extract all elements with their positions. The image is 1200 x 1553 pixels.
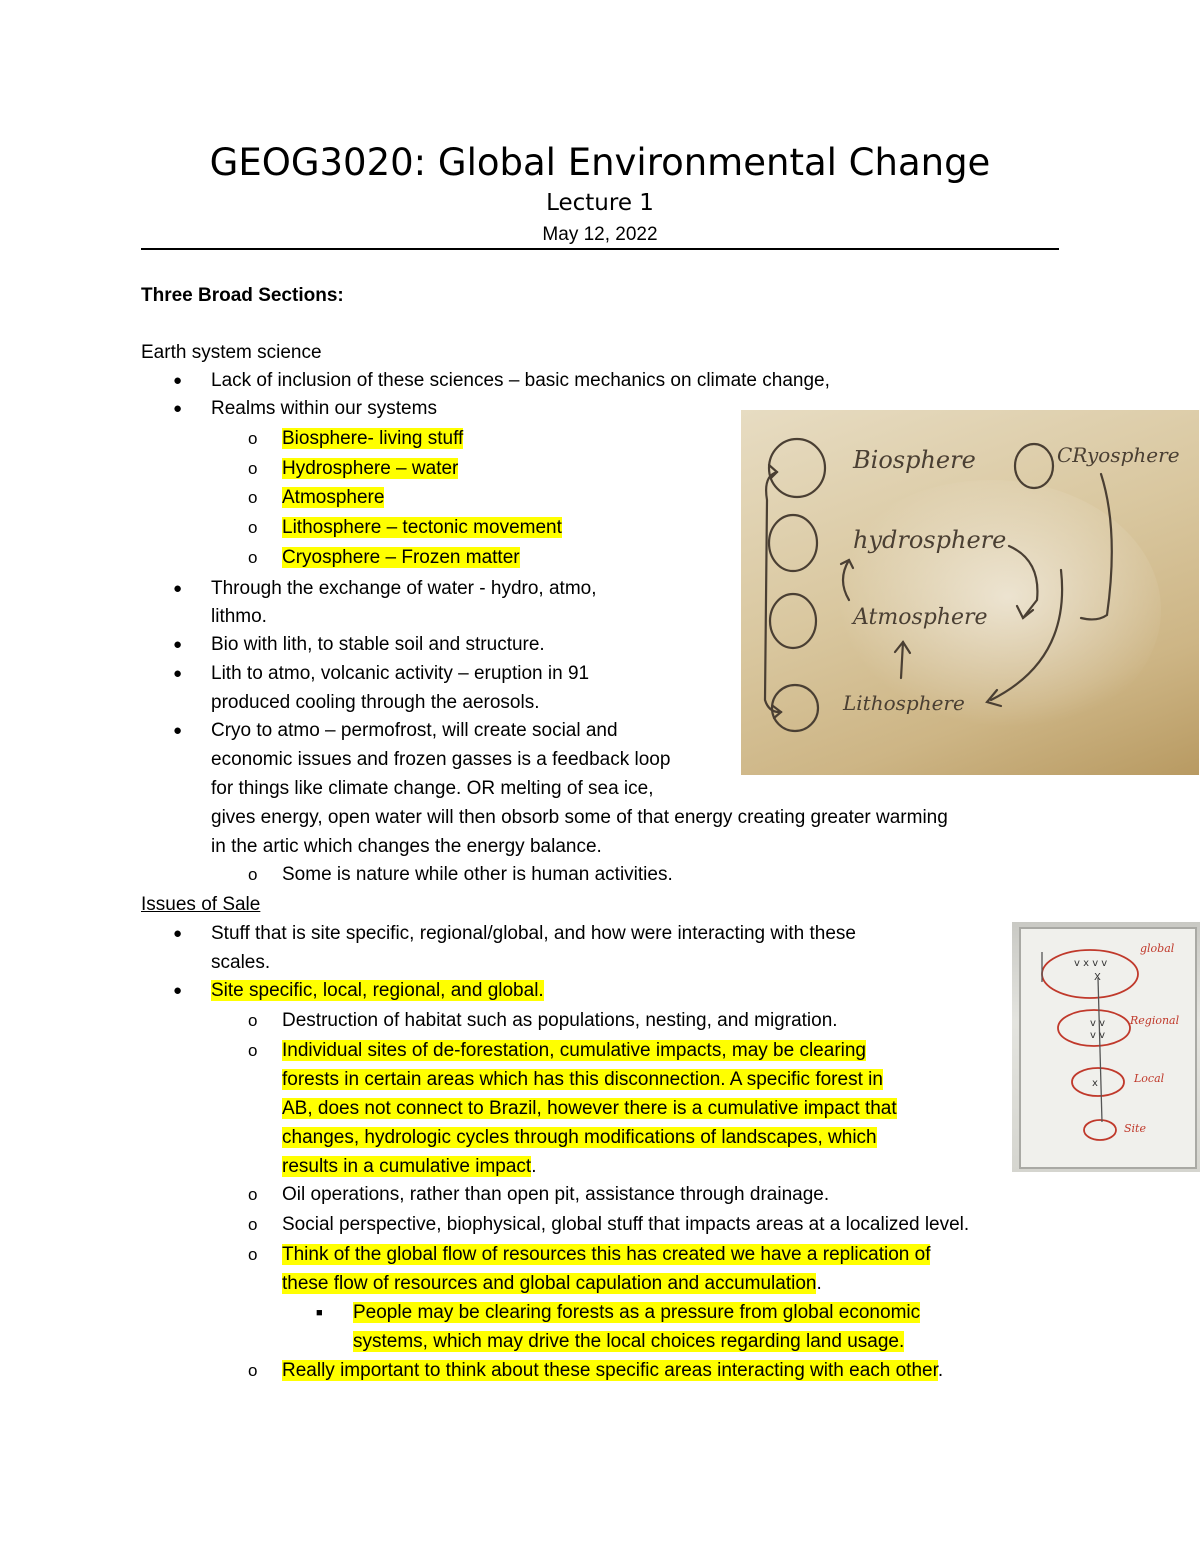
label-global: global [1140,942,1175,955]
list-item-continued: for things like climate change. OR melting of sea ice, [211,778,654,799]
list-item-continued: in the artic which changes the energy balance. [211,836,602,857]
label-lithosphere: Lithosphere [843,691,965,715]
realm-cryosphere: Cryosphere – Frozen matter [282,547,520,568]
bullet-icon: ● [173,722,183,739]
earth-systems-sketch-photo [741,410,1199,775]
earth-system-heading: Earth system science [141,342,322,363]
list-item-continued: economic issues and frozen gasses is a feedback loop [211,749,671,770]
sub-sub-list-item-highlighted: People may be clearing forests as a pressure from global economic [353,1302,921,1323]
svg-text:v v: v v [1090,1030,1106,1041]
sub-list-item-continued: AB, does not connect to Brazil, however there is a cumulative impact that [282,1098,897,1119]
cryosphere-circle-icon [1015,444,1053,488]
label-atmosphere: Atmosphere [853,605,988,630]
circle-bullet-icon: o [248,1215,258,1234]
list-item: Through the exchange of water - hydro, atmo, [211,578,597,599]
lecture-subtitle: Lecture 1 [546,190,654,216]
sections-heading: Three Broad Sections: [141,285,344,306]
list-item: Bio with lith, to stable soil and structure. [211,634,545,655]
circle-bullet-icon: o [248,1041,258,1060]
biosphere-circle-icon [769,439,825,497]
circle-bullet-icon: o [248,1361,258,1380]
bracket-arrow-icon [765,472,781,712]
svg-text:x: x [1092,1078,1098,1089]
label-site: Site [1124,1122,1146,1135]
header-divider [141,248,1059,250]
list-item-continued: produced cooling through the aerosols. [211,692,540,713]
realm-hydrosphere: Hydrosphere – water [282,458,459,479]
label-biosphere: Biosphere [853,446,976,474]
label-local: Local [1134,1072,1165,1085]
bullet-icon: ● [173,925,183,942]
circle-bullet-icon: o [248,459,258,478]
earth-systems-sketch [741,410,1199,775]
circle-bullet-icon: o [248,518,258,537]
sub-list-item-continued: these flow of resources and global capulation and accumulation [282,1273,817,1294]
circle-bullet-icon: o [248,488,258,507]
list-item-continued: gives energy, open water will then obsorb some of that energy creating greater warming [211,807,948,828]
svg-text:v v: v v [1090,1018,1106,1029]
bullet-icon: ● [173,636,183,653]
sub-list-item: Oil operations, rather than open pit, assistance through drainage. [282,1184,830,1205]
bullet-icon: ● [173,982,183,999]
sub-list-item: Destruction of habitat such as populations, nesting, and migration. [282,1010,838,1031]
bullet-icon: ● [173,665,183,682]
label-cryosphere: CRyosphere [1057,443,1180,467]
svg-text:X: X [1094,972,1101,983]
sub-list-item-highlighted: Really important to think about these specific areas interacting with each other [282,1360,938,1381]
lecture-date: May 12, 2022 [542,224,658,245]
bullet-icon: ● [173,400,183,417]
list-item-continued: lithmo. [211,606,267,627]
list-item: Cryo to atmo – permofrost, will create social and [211,720,618,741]
sub-list-item-continued: results in a cumulative impact [282,1156,532,1177]
label-hydrosphere: hydrosphere [853,526,1007,554]
sub-list-item-continued: forests in certain areas which has this disconnection. A specific forest in [282,1069,883,1090]
sentence-period: . [937,1360,944,1381]
sub-list-item: Social perspective, biophysical, global stuff that impacts areas at a localized level. [282,1214,970,1235]
circle-bullet-icon: o [248,1011,258,1030]
realm-lithosphere: Lithosphere – tectonic movement [282,517,562,538]
circle-bullet-icon: o [248,1185,258,1204]
list-item: Lack of inclusion of these sciences – basic mechanics on climate change, [211,370,830,391]
circle-bullet-icon: o [248,1245,258,1264]
circle-bullet-icon: o [248,548,258,567]
list-item-continued: scales. [211,952,271,973]
lithosphere-circle-icon [772,685,818,731]
circle-bullet-icon: o [248,865,258,884]
bullet-icon: ● [173,580,183,597]
sub-list-item-highlighted: Individual sites of de-forestation, cumulative impacts, may be clearing [282,1040,866,1061]
realm-biosphere: Biosphere- living stuff [282,428,464,449]
list-item-highlighted: Site specific, local, regional, and global. [211,980,544,1001]
list-item: Stuff that is site specific, regional/global, and how were interacting with these [211,923,856,944]
realm-atmosphere: Atmosphere [282,487,385,508]
sub-list-item-continued: changes, hydrologic cycles through modifications of landscapes, which [282,1127,877,1148]
bullet-icon: ● [173,372,183,389]
svg-text:v x v v: v x v v [1074,958,1108,969]
sub-sub-list-item-continued: systems, which may drive the local choices regarding land usage. [353,1331,905,1352]
list-item: Lith to atmo, volcanic activity – eruption in 91 [211,663,590,684]
sub-list-item-highlighted: Think of the global flow of resources this has created we have a replication of [282,1244,931,1265]
whiteboard-scales-photo [1012,922,1200,1172]
circle-bullet-icon: o [248,429,258,448]
sub-list-item: Some is nature while other is human activities. [282,864,673,885]
list-item: Realms within our systems [211,398,437,419]
label-regional: Regional [1130,1014,1180,1027]
document-title: GEOG3020: Global Environmental Change [209,141,991,184]
sentence-period: . [816,1273,822,1294]
atmosphere-circle-icon [770,594,816,648]
hydrosphere-circle-icon [769,515,817,571]
scales-sketch [1012,922,1200,1172]
square-bullet-icon: ■ [316,1307,323,1319]
issues-heading: Issues of Sale [141,894,261,915]
sentence-period: . [531,1156,537,1177]
